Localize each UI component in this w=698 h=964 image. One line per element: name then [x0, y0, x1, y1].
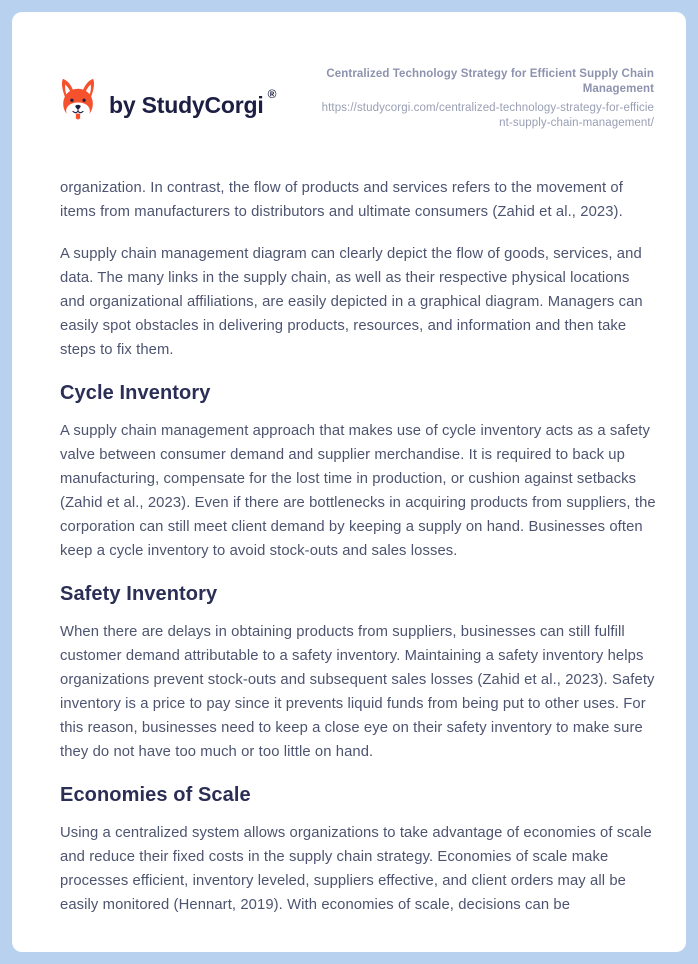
- registered-trademark-icon: ®: [267, 87, 277, 101]
- section-heading-cycle-inventory: Cycle Inventory: [60, 382, 211, 404]
- section-paragraph: When there are delays in obtaining products from suppliers, businesses can still fulfill customer demand attributable to a safety inventory. Maintaining a safety inventory helps organizations prevent stock-outs and subsequent sales losses (Zahid et al., 2023). Safety inventory is a price to pay since it prevents liquid funds from being put to other uses. For this reason, businesses need to keep a close eye on their safety inventory to make sure they do not have too much or too little on hand.: [60, 624, 655, 760]
- intro-paragraph: organization. In contrast, the flow of products and services refers to the movement of items from manufacturers to distributors and ultimate consumers (Zahid et al., 2023).: [60, 180, 623, 220]
- brand-name: by StudyCorgi: [109, 92, 264, 118]
- document-meta: [319, 67, 654, 131]
- section-paragraph: A supply chain management approach that makes use of cycle inventory acts as a safety valve between consumer demand and supplier merchandise. It is required to back up manufacturing, compensate for the lost time in production, or cushion against setbacks (Zahid et al., 2023). Even if there are bottlenecks in acquiring products from suppliers, the corporation can still meet client demand by keeping a supply on hand. Businesses often keep a cycle inventory to avoid stock-outs and sales losses.: [60, 423, 656, 559]
- document-content: [60, 176, 656, 917]
- brand: [60, 78, 276, 124]
- intro-paragraph: A supply chain management diagram can clearly depict the flow of goods, services, and data. The many links in the supply chain, as well as their respective physical locations and organizational affiliations, are easily depicted in a graphical diagram. Managers can easily spot obstacles in delivering products, resources, and information and then take steps to fix them.: [60, 246, 643, 358]
- document-title: Centralized Technology Strategy for Efficient Supply Chain Management: [326, 68, 654, 95]
- corgi-logo-icon: [60, 78, 96, 124]
- document-card: [12, 12, 686, 952]
- document-header: [60, 67, 654, 131]
- section-heading-economies-of-scale: Economies of Scale: [60, 784, 251, 806]
- section-heading-safety-inventory: Safety Inventory: [60, 583, 218, 605]
- section-paragraph: Using a centralized system allows organizations to take advantage of economies of scale and reduce their fixed costs in the supply chain strategy. Economies of scale make processes efficient, inventory leveled, suppliers effective, and client orders may all be easily monitored (Hennart, 2019). With economies of scale, decisions can be: [60, 825, 652, 913]
- document-url-link[interactable]: https://studycorgi.com/centralized-technology-strategy-for-efficient-supply-chain-management/: [321, 102, 654, 129]
